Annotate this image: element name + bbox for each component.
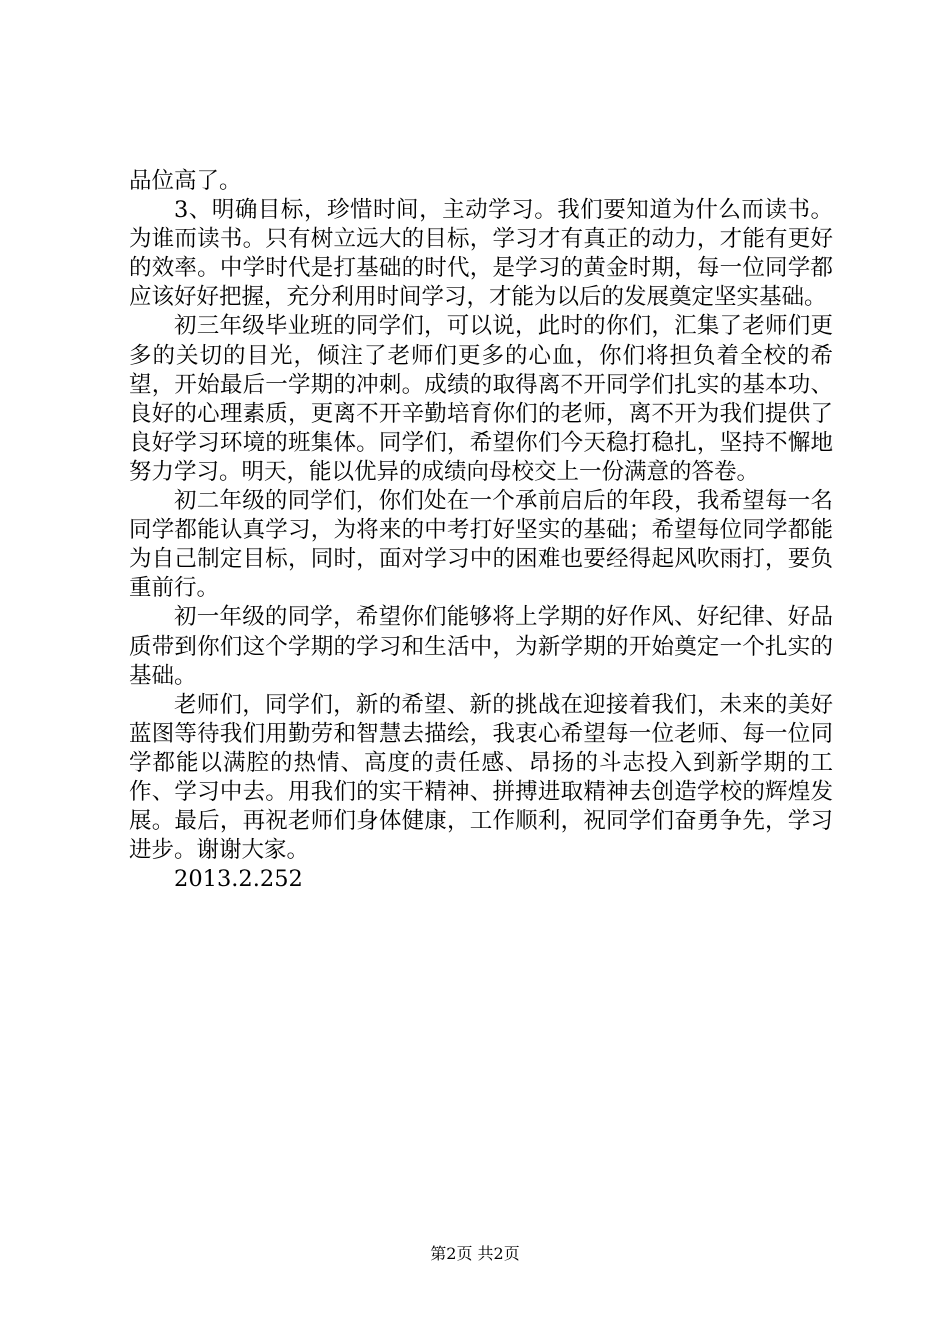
- paragraph: 老师们，同学们，新的希望、新的挑战在迎接着我们，未来的美好蓝图等待我们用勤劳和智慧去描绘，我衷心希望每一位老师、每一位同学都能以满腔的热情、高度的责任感、昂扬的斗志投入到新学期的工作、学习中去。用我们的实干精神、拼搏进取精神去创造学校的辉煌发展。最后，再祝老师们身体健康，工作顺利，祝同学们奋勇争先，学习进步。谢谢大家。: [129, 691, 833, 864]
- paragraph: 初一年级的同学，希望你们能够将上学期的好作风、好纪律、好品质带到你们这个学期的学习和生活中，为新学期的开始奠定一个扎实的基础。: [129, 604, 833, 689]
- paragraph: 3、明确目标，珍惜时间，主动学习。我们要知道为什么而读书。为谁而读书。只有树立远大的目标，学习才有真正的动力，才能有更好的效率。中学时代是打基础的时代，是学习的黄金时期，每一位同学都应该好好把握，充分利用时间学习，才能为以后的发展奠定坚实基础。: [129, 197, 833, 311]
- paragraph: 品位高了。: [129, 168, 242, 194]
- page-footer: 第2页 共2页: [430, 1244, 520, 1263]
- paragraph: 初三年级毕业班的同学们，可以说，此时的你们，汇集了老师们更多的关切的目光，倾注了老师们更多的心血，你们将担负着全校的希望，开始最后一学期的冲刺。成绩的取得离不开同学们扎实的基本功、良好的心理素质，更离不开辛勤培育你们的老师，离不开为我们提供了良好学习环境的班集体。同学们，希望你们今天稳打稳扎，坚持不懈地努力学习。明天，能以优异的成绩向母校交上一份满意的答卷。: [129, 313, 833, 485]
- paragraph: 初二年级的同学们，你们处在一个承前启后的年段，我希望每一名同学都能认真学习，为将来的中考打好坚实的基础；希望每位同学都能为自己制定目标，同时，面对学习中的困难也要经得起风吹雨打，要负重前行。: [129, 488, 833, 602]
- date-line: 2013.2.252: [174, 866, 303, 893]
- document-body: [129, 167, 833, 894]
